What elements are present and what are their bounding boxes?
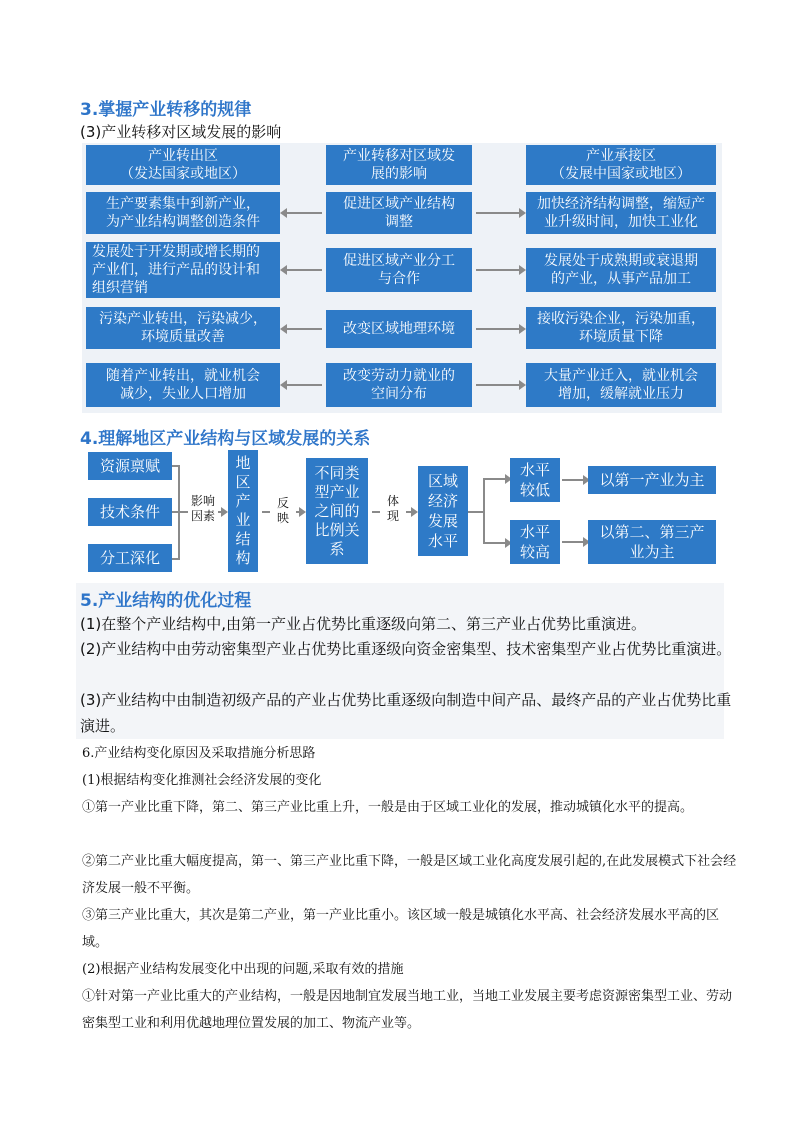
row4-center-box: 改变劳动力就业的 空间分布 bbox=[326, 363, 472, 407]
row1-center-box: 促进区域产业结构 调整 bbox=[326, 192, 472, 234]
optimization-item-1: (1)在整个产业结构中,由第一产业占优势比重逐级向第二、第三产业占优势比重演进。 bbox=[80, 615, 647, 633]
analysis-paragraph-3: ③第三产业比重大，其次是第二产业，第一产业比重小。该区域一般是城镇化水平高、社会经济发展水平高的区域。 bbox=[82, 908, 720, 950]
factor-resource-box: 资源禀赋 bbox=[88, 452, 172, 480]
low-branch-arrow bbox=[484, 478, 506, 480]
row1-left-box: 生产要素集中到新产业， 为产业结构调整创造条件 bbox=[86, 192, 280, 234]
factor-division-box: 分工深化 bbox=[88, 544, 172, 572]
factor-tick-1 bbox=[172, 465, 180, 467]
section6-subheading-2: (2)根据产业结构发展变化中出现的问题,采取有效的措施 bbox=[82, 962, 404, 977]
reflect-label: 反 映 bbox=[270, 496, 296, 526]
industry-ratio-box: 不同类 型产业 之间的 比例关 系 bbox=[306, 458, 368, 564]
row2-left-box: 发展处于开发期或增长期的 产业们，进行产品的设计和 组织营销 bbox=[86, 242, 280, 298]
row4-left-arrow bbox=[286, 384, 322, 386]
row2-right-box: 发展处于成熟期或衰退期 的产业，从事产品加工 bbox=[526, 248, 716, 292]
row3-center-box: 改变区域地理环境 bbox=[326, 310, 472, 348]
row2-center-box: 促进区域产业分工 与合作 bbox=[326, 248, 472, 292]
row3-right-box: 接收污染企业，污染加重， 环境质量下降 bbox=[526, 307, 716, 349]
row4-right-arrow bbox=[476, 384, 520, 386]
analysis-paragraph-1: ①第一产业比重下降，第二、第三产业比重上升，一般是由于区域工业化的发展，推动城镇化水平的提高。 bbox=[82, 800, 694, 815]
high-result-arrow bbox=[562, 541, 584, 543]
optimization-item-3: (3)产业结构中由制造初级产品的产业占优势比重逐级向制造中间产品、最终产品的产业占优势比重演进。 bbox=[80, 691, 732, 735]
header-center-box: 产业转移对区域发 展的影响 bbox=[326, 145, 472, 185]
section3-subtitle: (3)产业转移对区域发展的影响 bbox=[80, 123, 282, 141]
header-right-box: 产业承接区 （发展中国家或地区） bbox=[526, 145, 716, 185]
low-result-box: 以第一产业为主 bbox=[588, 466, 716, 494]
low-level-box: 水平 较低 bbox=[510, 458, 560, 502]
row3-left-box: 污染产业转出，污染减少， 环境质量改善 bbox=[86, 307, 280, 349]
section6-subheading-1: (1)根据结构变化推测社会经济发展的变化 bbox=[82, 773, 322, 788]
level-branch-stem bbox=[468, 511, 484, 513]
analysis-paragraph-4: ①针对第一产业比重大的产业结构，一般是因地制宜发展当地工业，当地工业发展主要考虑资源密集型工业、劳动密集型工业和利用优越地理位置发展的加工、物流产业等。 bbox=[82, 989, 733, 1031]
section6-title: 6.产业结构变化原因及采取措施分析思路 bbox=[82, 746, 316, 761]
influence-label: 影响 因素 bbox=[188, 494, 218, 524]
development-level-box: 区域 经济 发展 水平 bbox=[418, 466, 468, 556]
row3-left-arrow bbox=[286, 328, 322, 330]
analysis-paragraph-2: ②第二产业比重大幅度提高，第一、第三产业比重下降，一般是区域工业化高度发展引起的,在此发展模式下社会经济发展一般不平衡。 bbox=[82, 854, 737, 896]
high-branch-arrow bbox=[484, 542, 506, 544]
row3-right-arrow bbox=[476, 328, 520, 330]
factor-technology-box: 技术条件 bbox=[88, 498, 172, 526]
section5-title: 5.产业结构的优化过程 bbox=[80, 591, 252, 611]
row1-left-arrow bbox=[286, 212, 322, 214]
row2-left-arrow bbox=[286, 269, 322, 271]
section3-title: 3.掌握产业转移的规律 bbox=[80, 100, 252, 120]
high-level-box: 水平 较高 bbox=[510, 520, 560, 564]
level-branch-vertical bbox=[483, 478, 485, 544]
low-result-arrow bbox=[562, 479, 584, 481]
high-result-box: 以第二、第三产 业为主 bbox=[588, 520, 716, 564]
header-left-box: 产业转出区 （发达国家或地区） bbox=[86, 145, 280, 185]
row4-left-box: 随着产业转出，就业机会 减少，失业人口增加 bbox=[86, 363, 280, 407]
embody-label: 体 现 bbox=[380, 494, 406, 524]
regional-structure-box: 地 区 产 业 结 构 bbox=[228, 450, 258, 572]
optimization-item-2: (2)产业结构中由劳动密集型产业占优势比重逐级向资金密集型、技术密集型产业占优势比重演进。 bbox=[80, 640, 732, 658]
row4-right-box: 大量产业迁入，就业机会 增加，缓解就业压力 bbox=[526, 363, 716, 407]
factor-tick-2 bbox=[172, 511, 180, 513]
row2-right-arrow bbox=[476, 269, 520, 271]
section4-title: 4.理解地区产业结构与区域发展的关系 bbox=[80, 429, 371, 449]
row1-right-box: 加快经济结构调整，缩短产 业升级时间，加快工业化 bbox=[526, 192, 716, 234]
factor-tick-3 bbox=[172, 558, 180, 560]
row1-right-arrow bbox=[476, 212, 520, 214]
